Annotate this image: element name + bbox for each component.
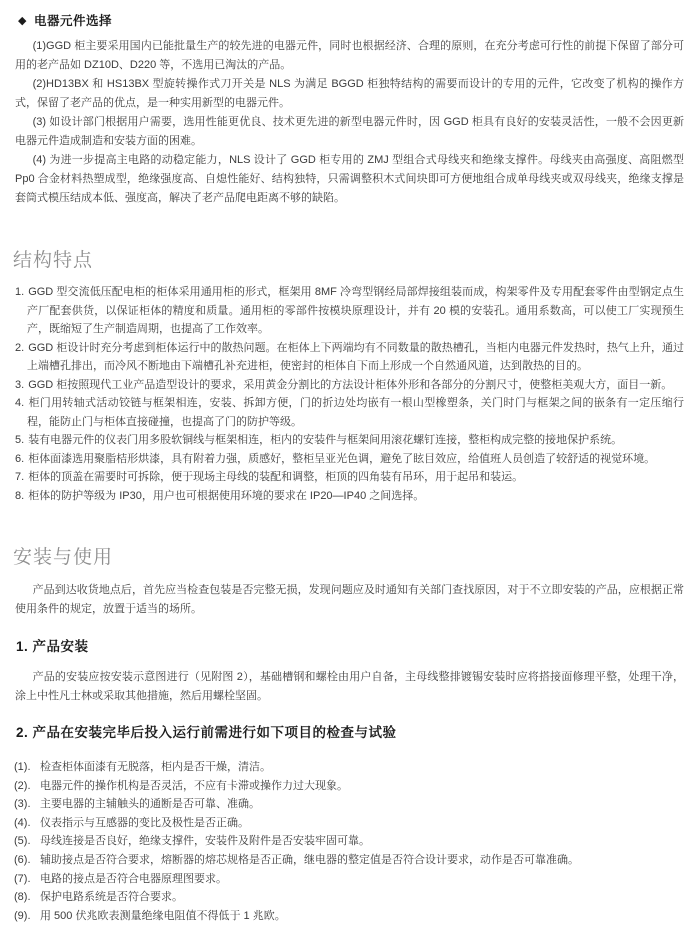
check-item-text: 检查柜体面漆有无脱落，柜内是否干燥，清洁。 — [40, 761, 271, 773]
feature-item-number: 3. — [15, 378, 25, 391]
inspection-check-item — [14, 832, 684, 851]
inspection-check-item — [14, 758, 684, 777]
check-item-number: (1). — [14, 761, 31, 773]
inspection-check-item — [14, 888, 684, 907]
product-install-paragraph: 产品的安装应按安装示意图进行（见附图 2），基础槽钢和螺栓由用户自备，主母线整排镀锡安装时应将搭接面修理平整，处理干净，涂上中性凡士林或采取其他措施，然后用螺栓坚固。 — [15, 671, 684, 702]
feature-item-number: 8. — [15, 489, 25, 502]
feature-item-text: GGD 型交流低压配电柜的柜体采用通用柜的形式，框架用 8MF 冷弯型钢经局部焊接组装而成，构架零件及专用配套零件由型钢定点生产厂配套供货，以保证柜体的精度和质量。通用柜的零部件按模块原理设计，并有 20 模的安装孔。通用系数高，可以使工厂实现预生产，既缩短了生产制造周期，也提高了工作效率。 — [27, 286, 684, 335]
inspection-check-item — [14, 814, 684, 833]
install-intro-paragraph: 产品到达收货地点后，首先应当检查包装是否完整无损，发现问题应及时通知有关部门查找原因，对于不立即安装的产品，应根据正常使用条件的规定，放置于适当的场所。 — [15, 584, 684, 615]
feature-item-text: 柜体的防护等级为 IP30，用户也可根据使用环境的要求在 IP20—IP40 之间选择。 — [28, 489, 425, 502]
components-paragraph: (3) 如设计部门根据用户需要，选用性能更优良、技术更先进的新型电器元件时，因 GGD 柜具有良好的安装灵活性，一般不会因更新电器元件造成制造和安装方面的困难。 — [15, 116, 684, 147]
structure-feature-item — [15, 283, 684, 339]
structure-feature-item — [15, 376, 684, 395]
structure-feature-list — [15, 283, 684, 505]
feature-item-text: GGD 柜按照现代工业产品造型设计的要求，采用黄金分割比的方法设计柜体外形和各部分的分割尺寸，使整柜美观大方，面目一新。 — [28, 378, 673, 391]
feature-item-number: 2. — [15, 341, 25, 354]
check-item-number: (8). — [14, 891, 31, 904]
check-item-text: 电路的接点是否符合电器原理图要求。 — [40, 872, 227, 885]
structure-feature-item — [15, 394, 684, 431]
check-item-number: (4). — [14, 816, 31, 829]
inspection-check-item — [14, 907, 684, 925]
components-paragraph: (2)HD13BX 和 HS13BX 型旋转操作式刀开关是 NLS 为满足 BGGD 柜独特结构的需要而设计的专用的元件，它改变了机构的操作方式，保留了老产品的优点，是一种实用新型的电器元件。 — [15, 78, 684, 109]
feature-item-number: 6. — [15, 452, 25, 465]
section-components-heading-label: 电器元件选择 — [33, 14, 112, 28]
check-item-text: 主要电器的主辅触头的通断是否可靠、准确。 — [40, 798, 260, 811]
structure-feature-item — [15, 487, 684, 506]
check-item-text: 辅助接点是否符合要求，熔断器的熔芯规格是否正确，继电器的整定值是否符合设计要求，动作是否可靠准确。 — [40, 853, 579, 866]
check-item-text: 用 500 伏兆欧表测量绝缘电阻值不得低于 1 兆欧。 — [40, 909, 286, 922]
diamond-bullet-icon: ◆ — [18, 15, 27, 27]
feature-item-number: 4. — [15, 397, 25, 409]
check-item-text: 母线连接是否良好，绝缘支撑件，安装件及附件是否安装牢固可靠。 — [40, 835, 370, 848]
check-item-number: (6). — [14, 853, 31, 866]
check-item-number: (3). — [14, 798, 31, 811]
check-item-text: 保护电路系统是否符合要求。 — [40, 891, 183, 904]
subsection-product-install-heading: 1. 产品安装 — [16, 639, 89, 654]
subsection-inspection-heading: 2. 产品在安装完毕后投入运行前需进行如下项目的检查与试验 — [16, 725, 397, 740]
inspection-check-item — [14, 795, 684, 814]
feature-item-number: 7. — [15, 471, 25, 483]
structure-feature-item — [15, 339, 684, 376]
section-install-heading: 安装与使用 — [13, 547, 114, 568]
inspection-check-item — [14, 870, 684, 889]
feature-item-text: 柜体的顶盖在需要时可拆除，便于现场主母线的装配和调整，柜顶的四角装有吊环，用于起吊和装运。 — [28, 471, 524, 483]
check-item-text: 电器元件的操作机构是否灵活，不应有卡滞或操作力过大现象。 — [40, 779, 348, 792]
components-paragraph: (4) 为进一步提高主电路的动稳定能力，NLS 设计了 GGD 柜专用的 ZMJ 型组合式母线夹和绝缘支撑件。母线夹由高强度、高阻燃型 Pp0 合金材料热塑成型，绝缘强度高、自熄性能好、结构独特，只需调整积木式间块即可方便地组合成单母线夹或双母线夹，绝缘支撑是套筒式模压结成本低、强度高，解决了老产品爬电距离不够的缺陷。 — [15, 154, 684, 204]
inspection-check-item — [14, 851, 684, 870]
structure-feature-item — [15, 450, 684, 469]
check-item-number: (2). — [14, 779, 31, 792]
feature-item-number: 1. — [15, 286, 25, 298]
feature-item-number: 5. — [15, 434, 25, 446]
document-page — [0, 11, 694, 922]
structure-feature-item — [15, 468, 684, 487]
inspection-check-item — [14, 777, 684, 796]
inspection-check-list — [14, 758, 684, 925]
check-item-text: 仪表指示与互感器的变比及极性是否正确。 — [40, 816, 249, 829]
section-structure-heading: 结构特点 — [13, 250, 94, 271]
components-paragraphs — [15, 37, 684, 208]
check-item-number: (9). — [14, 909, 31, 922]
feature-item-text: 柜门用转轴式活动铰链与框架相连，安装、拆卸方便，门的折边处均嵌有一根山型橡塑条，关门时门与框架之间的嵌条有一定压缩行程，能防止门与柜体直接碰撞，也提高了门的防护等级。 — [27, 397, 684, 428]
check-item-number: (5). — [14, 835, 31, 848]
feature-item-text: GGD 柜设计时充分考虑到柜体运行中的散热问题。在柜体上下两端均有不同数量的散热槽孔，当柜内电器元件发热时，热气上升，通过上端槽孔排出，而冷风不断地由下端槽孔补充进柜，使密封的柜体自下而上形成一个自然通风道，达到散热的目的。 — [27, 341, 684, 372]
feature-item-text: 柜体面漆选用聚脂桔形烘漆，具有附着力强，质感好，整柜呈亚光色调，避免了眩目效应，给值班人员创造了较舒适的视觉环境。 — [28, 452, 656, 465]
components-paragraph: (1)GGD 柜主要采用国内已能批量生产的较先进的电器元件，同时也根据经济、合理的原则，在充分考虑可行性的前提下保留了部分可用的老产品如 DZ10D、D220 等，不选用已淘汰的产品。 — [15, 40, 684, 71]
section-components-heading — [18, 11, 684, 29]
structure-feature-item — [15, 431, 684, 450]
feature-item-text: 装有电器元件的仪表门用多股软铜线与框架相连，柜内的安装件与框架间用滚花螺钉连接，整柜构成完整的接地保护系统。 — [28, 434, 623, 446]
check-item-number: (7). — [14, 872, 31, 885]
